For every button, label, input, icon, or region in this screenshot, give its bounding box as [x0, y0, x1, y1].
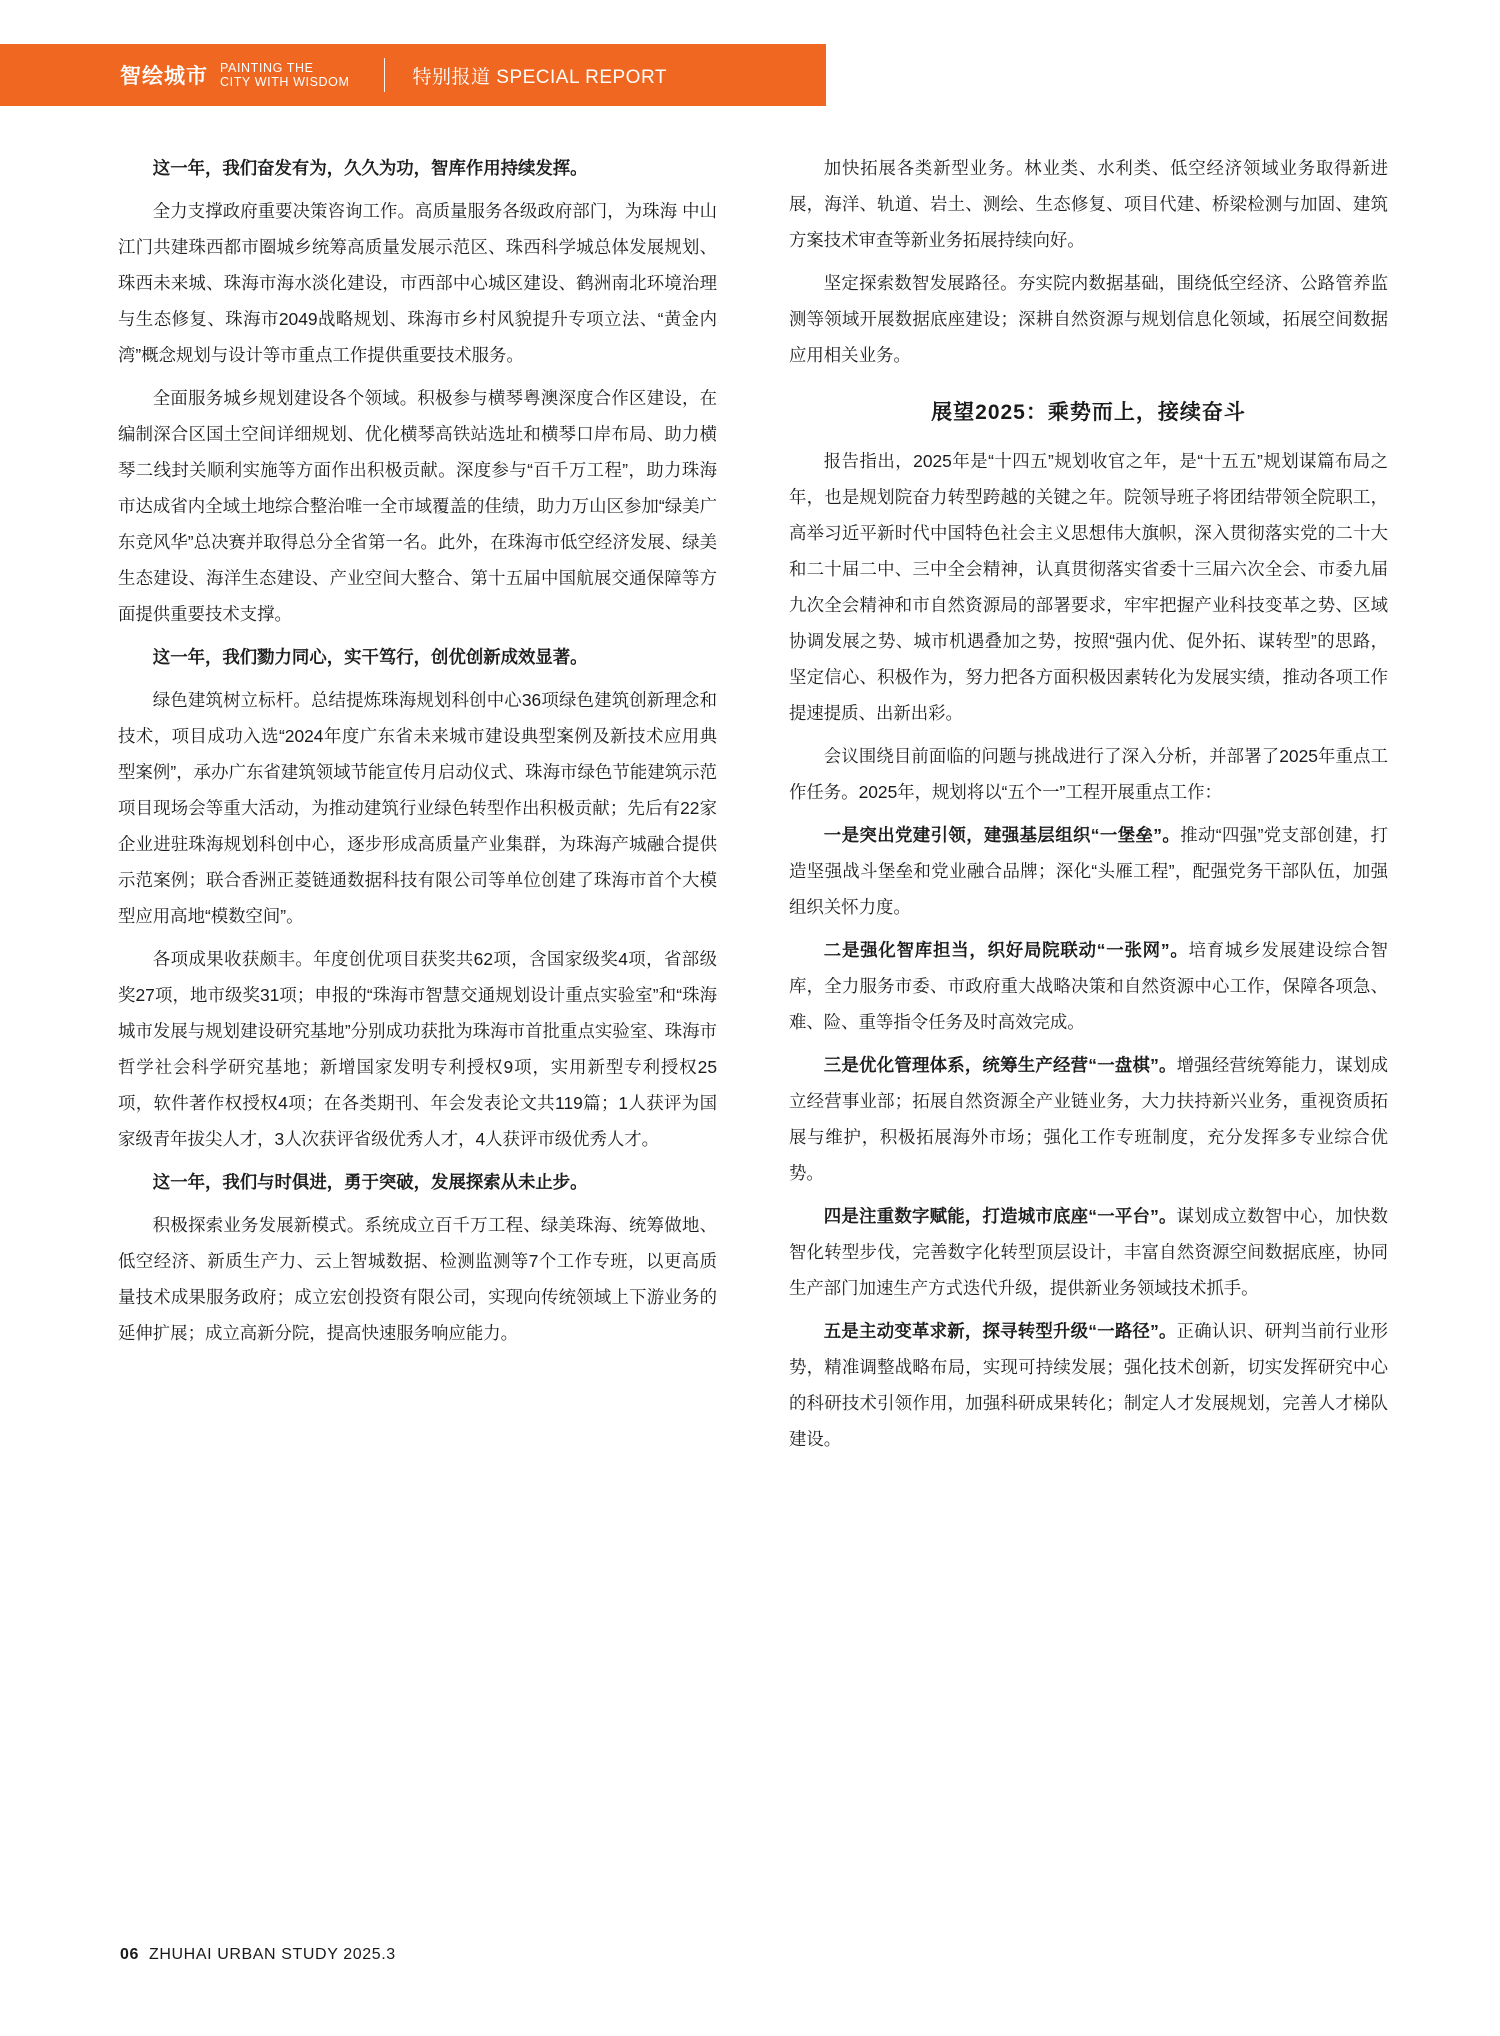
paragraph-lead-3: 这一年，我们与时俱进，勇于突破，发展探索从未止步。 [152, 1172, 588, 1192]
brand-en-line1: PAINTING THE [220, 61, 314, 75]
paragraph-r4: 会议围绕目前面临的问题与挑战进行了深入分析，并部署了2025年重点工作任务。2025年，规划将以“五个一”工程开展重点工作： [789, 746, 1388, 802]
task-4-lead: 四是注重数字赋能，打造城市底座“一平台”。 [823, 1206, 1177, 1226]
page-footer [120, 1946, 396, 1964]
brand-title-cn: 智绘城市 [120, 65, 208, 88]
header-divider [384, 58, 385, 92]
task-item-5 [789, 1313, 1388, 1457]
paragraph-l5: 绿色建筑树立标杆。总结提炼珠海规划科创中心36项绿色建筑创新理念和技术，项目成功入选“2024年度广东省未来城市建设典型案例及新技术应用典型案例”，承办广东省建筑领域节能宣传月启动仪式、珠海市绿色节能建筑示范项目现场会等重大活动，为推动建筑行业绿色转型作出积极贡献；先后有22家企业进驻珠海规划科创中心，逐步形成高质量产业集群，为珠海产城融合提供示范案例；联合香洲正菱链通数据科技有限公司等单位创建了珠海市首个大模型应用高地“模数空间”。 [118, 690, 717, 926]
paragraph-r2: 坚定探索数智发展路径。夯实院内数据基础，围绕低空经济、公路管养监测等领域开展数据底座建设；深耕自然资源与规划信息化领域，拓展空间数据应用相关业务。 [789, 273, 1388, 365]
section-label: 特别报道 SPECIAL REPORT [412, 66, 667, 88]
task-item-3 [789, 1047, 1388, 1191]
task-2-body: 培育城乡发展建设综合智库，全力服务市委、市政府重大战略决策和自然资源中心工作，保障各项急、难、险、重等指令任务及时高效完成。 [789, 940, 1388, 1032]
task-5-body: 正确认识、研判当前行业形势，精准调整战略布局，实现可持续发展；强化技术创新，切实发挥研究中心的科研技术引领作用，加强科研成果转化；制定人才发展规划，完善人才梯队建设。 [789, 1321, 1388, 1449]
paragraph-l6: 各项成果收获颇丰。年度创优项目获奖共62项，含国家级奖4项，省部级奖27项，地市级奖31项；申报的“珠海市智慧交通规划设计重点实验室”和“珠海城市发展与规划建设研究基地”分别成功获批为珠海市首批重点实验室、珠海市哲学社会科学研究基地；新增国家发明专利授权9项，实用新型专利授权25项，软件著作权授权4项；在各类期刊、年会发表论文共119篇；1人获评为国家级青年拔尖人才，3人次获评省级优秀人才，4人获评市级优秀人才。 [118, 949, 717, 1149]
paragraph-lead-2: 这一年，我们勠力同心，实干笃行，创优创新成效显著。 [152, 647, 588, 667]
task-item-4 [789, 1198, 1388, 1306]
header-banner [0, 44, 826, 106]
task-2-lead: 二是强化智库担当，织好局院联动“一张网”。 [823, 940, 1189, 960]
task-3-lead: 三是优化管理体系，统筹生产经营“一盘棋”。 [823, 1055, 1177, 1075]
section-heading-outlook: 展望2025：乘势而上，接续奋斗 [931, 401, 1246, 424]
page-number: 06 [120, 1946, 139, 1963]
paragraph-l2: 全力支撑政府重要决策咨询工作。高质量服务各级政府部门，为珠海 中山 江门共建珠西都市圈城乡统筹高质量发展示范区、珠西科学城总体发展规划、珠西未来城、珠海市海水淡化建设，市西部中心城区建设、鹤洲南北环境治理与生态修复、珠海市2049战略规划、珠海市乡村风貌提升专项立法、“黄金内湾”概念规划与设计等市重点工作提供重要技术服务。 [118, 201, 717, 365]
paragraph-lead-1: 这一年，我们奋发有为，久久为功，智库作用持续发挥。 [152, 158, 588, 178]
task-1-lead: 一是突出党建引领，建强基层组织“一堡垒”。 [823, 825, 1181, 845]
article-body [118, 150, 1388, 1464]
paragraph-r3: 报告指出，2025年是“十四五”规划收官之年，是“十五五”规划谋篇布局之年，也是规划院奋力转型跨越的关键之年。院领导班子将团结带领全院职工，高举习近平新时代中国特色社会主义思想伟大旗帜，深入贯彻落实党的二十大和二十届二中、三中全会精神，认真贯彻落实省委十三届六次全会、市委九届九次全会精神和市自然资源局的部署要求，牢牢把握产业科技变革之势、区域协调发展之势、城市机遇叠加之势，按照“强内优、促外拓、谋转型”的思路，坚定信心、积极作为，努力把各方面积极因素转化为发展实绩，推动各项工作提速提质、出新出彩。 [789, 451, 1388, 723]
left-column [118, 150, 717, 1464]
task-5-lead: 五是主动变革求新，探寻转型升级“一路径”。 [823, 1321, 1177, 1341]
brand-title-en [220, 61, 350, 89]
task-4-body: 谋划成立数智中心，加快数智化转型步伐，完善数字化转型顶层设计，丰富自然资源空间数据底座，协同生产部门加速生产方式迭代升级，提供新业务领域技术抓手。 [789, 1206, 1388, 1298]
header-inner [0, 58, 667, 92]
task-1-body: 推动“四强”党支部创建，打造坚强战斗堡垒和党业融合品牌；深化“头雁工程”，配强党务干部队伍，加强组织关怀力度。 [789, 825, 1388, 917]
publication-name: ZHUHAI URBAN STUDY 2025.3 [149, 1946, 396, 1963]
task-3-body: 增强经营统筹能力，谋划成立经营事业部；拓展自然资源全产业链业务，大力扶持新兴业务，重视资质拓展与维护，积极拓展海外市场；强化工作专班制度，充分发挥多专业综合优势。 [789, 1055, 1388, 1183]
task-item-1 [789, 817, 1388, 925]
task-item-2 [789, 932, 1388, 1040]
right-column [789, 150, 1388, 1464]
paragraph-r1: 加快拓展各类新型业务。林业类、水利类、低空经济领域业务取得新进展，海洋、轨道、岩土、测绘、生态修复、项目代建、桥梁检测与加固、建筑方案技术审查等新业务拓展持续向好。 [789, 158, 1388, 250]
paragraph-l8: 积极探索业务发展新模式。系统成立百千万工程、绿美珠海、统筹做地、低空经济、新质生产力、云上智城数据、检测监测等7个工作专班，以更高质量技术成果服务政府；成立宏创投资有限公司，实现向传统领域上下游业务的延伸扩展；成立高新分院，提高快速服务响应能力。 [118, 1215, 717, 1343]
brand-en-line2: CITY WITH WISDOM [220, 75, 350, 89]
paragraph-l3: 全面服务城乡规划建设各个领域。积极参与横琴粤澳深度合作区建设，在编制深合区国土空间详细规划、优化横琴高铁站选址和横琴口岸布局、助力横琴二线封关顺利实施等方面作出积极贡献。深度参与“百千万工程”，助力珠海市达成省内全域土地综合整治唯一全市域覆盖的佳绩，助力万山区参加“绿美广东竞风华”总决赛并取得总分全省第一名。此外，在珠海市低空经济发展、绿美生态建设、海洋生态建设、产业空间大整合、第十五届中国航展交通保障等方面提供重要技术支撑。 [118, 388, 717, 624]
